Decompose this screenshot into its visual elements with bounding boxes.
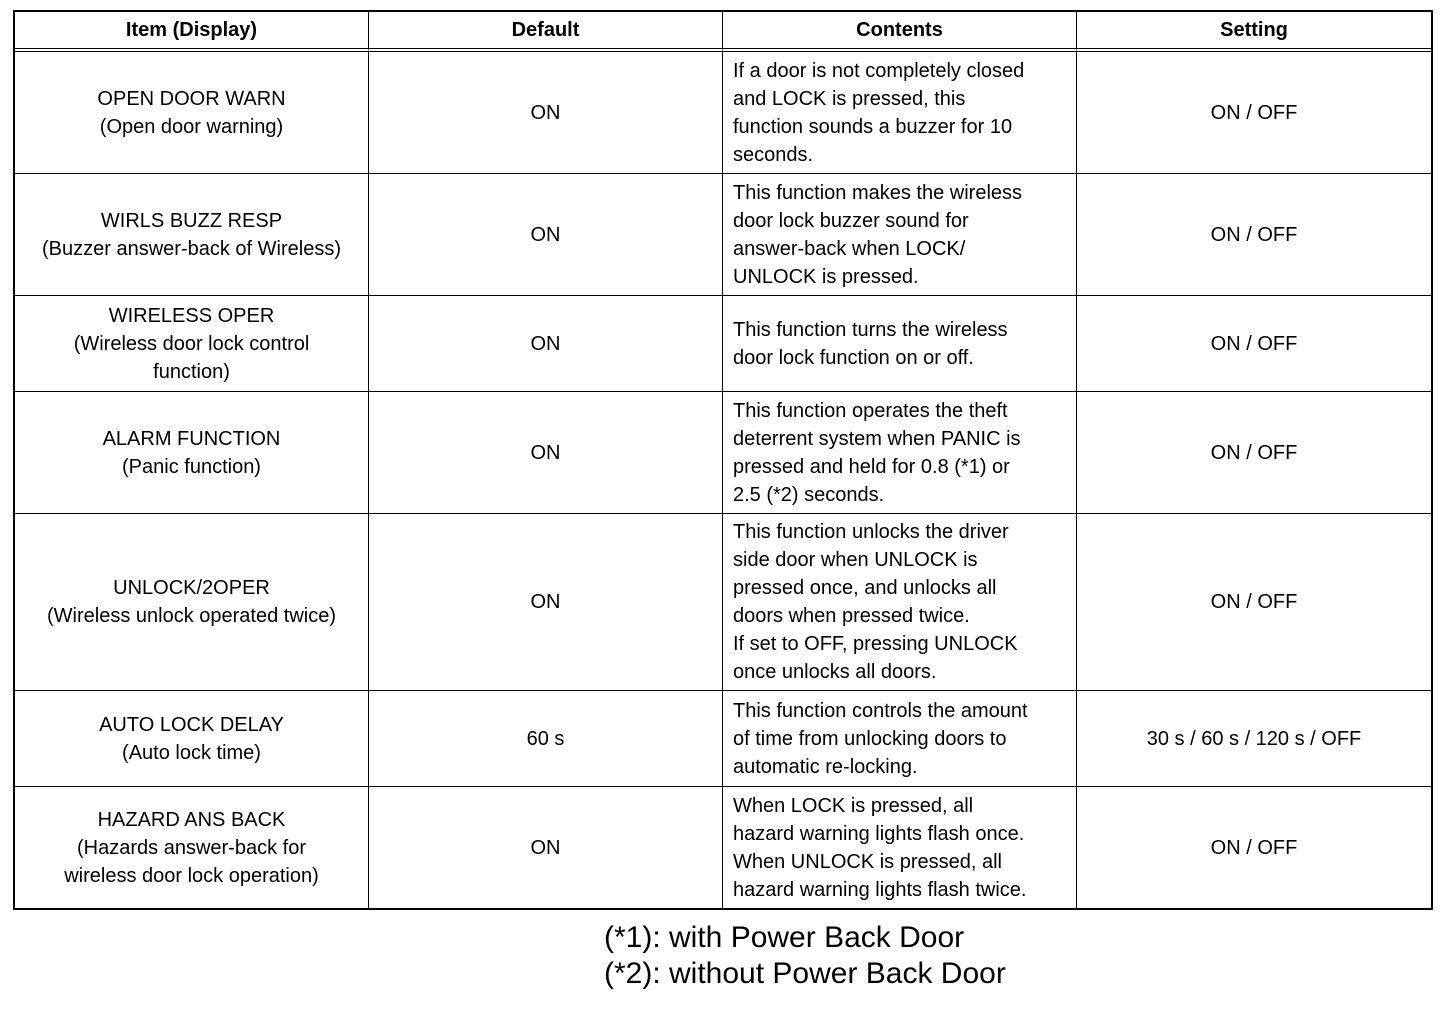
- contents-line: door lock function on or off.: [733, 346, 974, 369]
- item-display-name: ALARM FUNCTION: [102, 427, 281, 450]
- table-row: [15, 514, 1431, 691]
- table-row: [15, 691, 1431, 787]
- default-value: ON: [369, 52, 723, 174]
- default-value: 60 s: [369, 691, 723, 787]
- contents-cell: [723, 52, 1077, 174]
- setting-options: ON / OFF: [1077, 296, 1431, 392]
- header-default: Default: [369, 12, 723, 52]
- contents-cell: [723, 691, 1077, 787]
- contents-line: pressed and held for 0.8 (*1) or: [733, 455, 1010, 478]
- default-value: ON: [369, 296, 723, 392]
- contents-line: This function unlocks the driver: [733, 521, 1009, 543]
- contents-line: If a door is not completely closed: [733, 59, 1025, 82]
- contents-line: side door when UNLOCK is: [733, 549, 978, 571]
- item-description: function): [153, 360, 230, 383]
- item-description: (Open door warning): [99, 115, 284, 138]
- contents-line: deterrent system when PANIC is: [733, 427, 1021, 450]
- item-description: (Hazards answer-back for: [77, 836, 306, 859]
- default-value: ON: [369, 392, 723, 514]
- footnote-1: (*1): with Power Back Door: [604, 921, 965, 954]
- item-cell: [15, 174, 369, 296]
- contents-line: doors when pressed twice.: [733, 605, 970, 627]
- contents-line: This function controls the amount: [733, 699, 1028, 722]
- table-row: [15, 174, 1431, 296]
- contents-cell: [723, 514, 1077, 691]
- customize-settings-table: [13, 10, 1433, 910]
- contents-line: automatic re-locking.: [733, 755, 918, 778]
- contents-line: If set to OFF, pressing UNLOCK: [733, 633, 1018, 655]
- item-cell: [15, 296, 369, 392]
- contents-line: 2.5 (*2) seconds.: [733, 483, 885, 506]
- contents-line: UNLOCK is pressed.: [733, 265, 919, 288]
- item-display-name: UNLOCK/2OPER: [113, 577, 270, 599]
- item-cell: [15, 514, 369, 691]
- header-item: Item (Display): [15, 12, 369, 52]
- item-description: wireless door lock operation): [64, 864, 319, 887]
- footnote-2: (*2): without Power Back Door: [604, 957, 1006, 990]
- contents-line: When UNLOCK is pressed, all: [733, 850, 1002, 873]
- contents-line: and LOCK is pressed, this: [733, 87, 966, 110]
- item-description: (Wireless unlock operated twice): [47, 605, 336, 627]
- settings-table-container: [13, 10, 1431, 910]
- default-value: ON: [369, 787, 723, 908]
- contents-line: When LOCK is pressed, all: [733, 794, 974, 817]
- table-header-row: [15, 12, 1431, 52]
- item-cell: [15, 52, 369, 174]
- item-description: (Auto lock time): [122, 741, 261, 764]
- setting-options: ON / OFF: [1077, 392, 1431, 514]
- item-description: (Wireless door lock control: [73, 332, 310, 355]
- item-display-name: WIRLS BUZZ RESP: [100, 209, 283, 232]
- setting-options: ON / OFF: [1077, 174, 1431, 296]
- header-setting: Setting: [1077, 12, 1431, 52]
- contents-line: This function makes the wireless: [733, 181, 1023, 204]
- item-cell: [15, 787, 369, 908]
- item-display-name: OPEN DOOR WARN: [97, 87, 286, 110]
- default-value: ON: [369, 174, 723, 296]
- table-row: [15, 392, 1431, 514]
- contents-line: hazard warning lights flash twice.: [733, 878, 1027, 901]
- contents-line: function sounds a buzzer for 10: [733, 115, 1013, 138]
- item-display-name: AUTO LOCK DELAY: [99, 713, 284, 736]
- item-display-name: HAZARD ANS BACK: [97, 808, 286, 831]
- contents-line: of time from unlocking doors to: [733, 727, 1007, 750]
- footnotes: [604, 920, 1006, 992]
- item-description: (Panic function): [122, 455, 261, 478]
- contents-line: once unlocks all doors.: [733, 661, 937, 683]
- contents-line: hazard warning lights flash once.: [733, 822, 1025, 845]
- header-contents: Contents: [723, 12, 1077, 52]
- contents-line: door lock buzzer sound for: [733, 209, 969, 232]
- contents-line: seconds.: [733, 143, 814, 166]
- table-row: [15, 787, 1431, 908]
- contents-line: This function turns the wireless: [733, 318, 1008, 341]
- setting-options: 30 s / 60 s / 120 s / OFF: [1077, 691, 1431, 787]
- contents-cell: [723, 392, 1077, 514]
- contents-cell: [723, 174, 1077, 296]
- contents-cell: [723, 296, 1077, 392]
- default-value: ON: [369, 514, 723, 691]
- contents-line: pressed once, and unlocks all: [733, 577, 997, 599]
- contents-cell: [723, 787, 1077, 908]
- item-display-name: WIRELESS OPER: [108, 304, 275, 327]
- setting-options: ON / OFF: [1077, 52, 1431, 174]
- table-row: [15, 52, 1431, 174]
- item-description: (Buzzer answer-back of Wireless): [42, 237, 341, 260]
- setting-options: ON / OFF: [1077, 514, 1431, 691]
- contents-line: answer-back when LOCK/: [733, 237, 966, 260]
- setting-options: ON / OFF: [1210, 836, 1298, 859]
- contents-line: This function operates the theft: [733, 399, 1008, 422]
- item-cell: [15, 392, 369, 514]
- table-row: [15, 296, 1431, 392]
- item-cell: [15, 691, 369, 787]
